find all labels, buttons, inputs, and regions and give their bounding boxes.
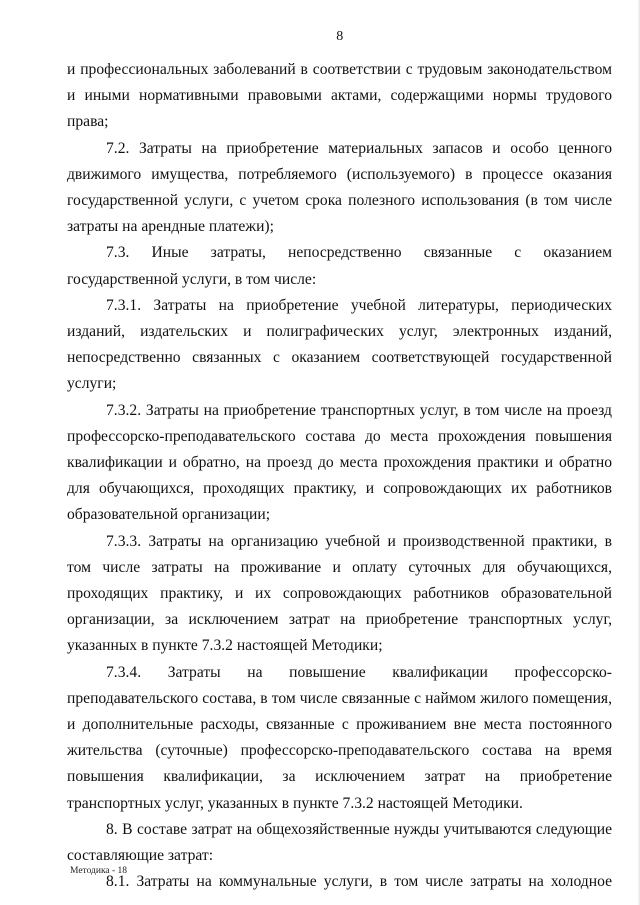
paragraph-7-3-2: 7.3.2. Затраты на приобретение транспортных услуг, в том числе на проезд профессорско-преподавательского состава до места прохождения повышения квалификации и обратно, на проезд до места прохождения практики и обратно для обучающихся, проходящих практику, и сопровождающих их работников образовательной организации; [67,401,612,524]
paragraph-8: 8. В составе затрат на общехозяйственные нужды учитываются следующие составляющие затрат: [67,820,612,865]
paragraph-8-1: 8.1. Затраты на коммунальные услуги, в том числе затраты на холодное [106,873,612,891]
page-footer: Методика - 18 [70,866,128,876]
paragraph-7-3-1: 7.3.1. Затраты на приобретение учебной литературы, периодических изданий, издательских и полиграфических услуг, электронных изданий, непосредственно связанных с оказанием соответствующей государственной услуги; [67,296,612,393]
document-body [67,57,612,896]
paragraph-continuation: и профессиональных заболеваний в соответствии с трудовым законодательством и иными нормативными правовыми актами, содержащими нормы трудового права; [67,61,612,131]
paragraph-7-3-4: 7.3.4. Затраты на повышение квалификации профессорско-преподавательского состава, в том числе связанные с наймом жилого помещения, и дополнительные расходы, связанные с проживанием вне места постоянного жительства (суточные) профессорско-преподавательского состава на время повышения квалификации, за исключением затрат на приобретение транспортных услуг, указанных в пункте 7.3.2 настоящей Методики. [67,663,612,812]
paragraph-7-3: 7.3. Иные затраты, непосредственно связанные с оказанием государственной услуги, в том числе: [67,244,612,288]
paragraph-7-3-3: 7.3.3. Затраты на организацию учебной и производственной практики, в том числе затраты на проживание и оплату суточных для обучающихся, проходящих практику, и их сопровождающих работников образовательной организации, за исключением затрат на приобретение транспортных услуг, указанных в пункте 7.3.2 настоящей Методики; [67,532,612,655]
paragraph-7-2: 7.2. Затраты на приобретение материальных запасов и особо ценного движимого имущества, потребляемого (используемого) в процессе оказания государственной услуги, с учетом срока полезного использования (в том числе затраты на арендные платежи); [67,139,612,236]
page-number: 8 [336,29,344,44]
